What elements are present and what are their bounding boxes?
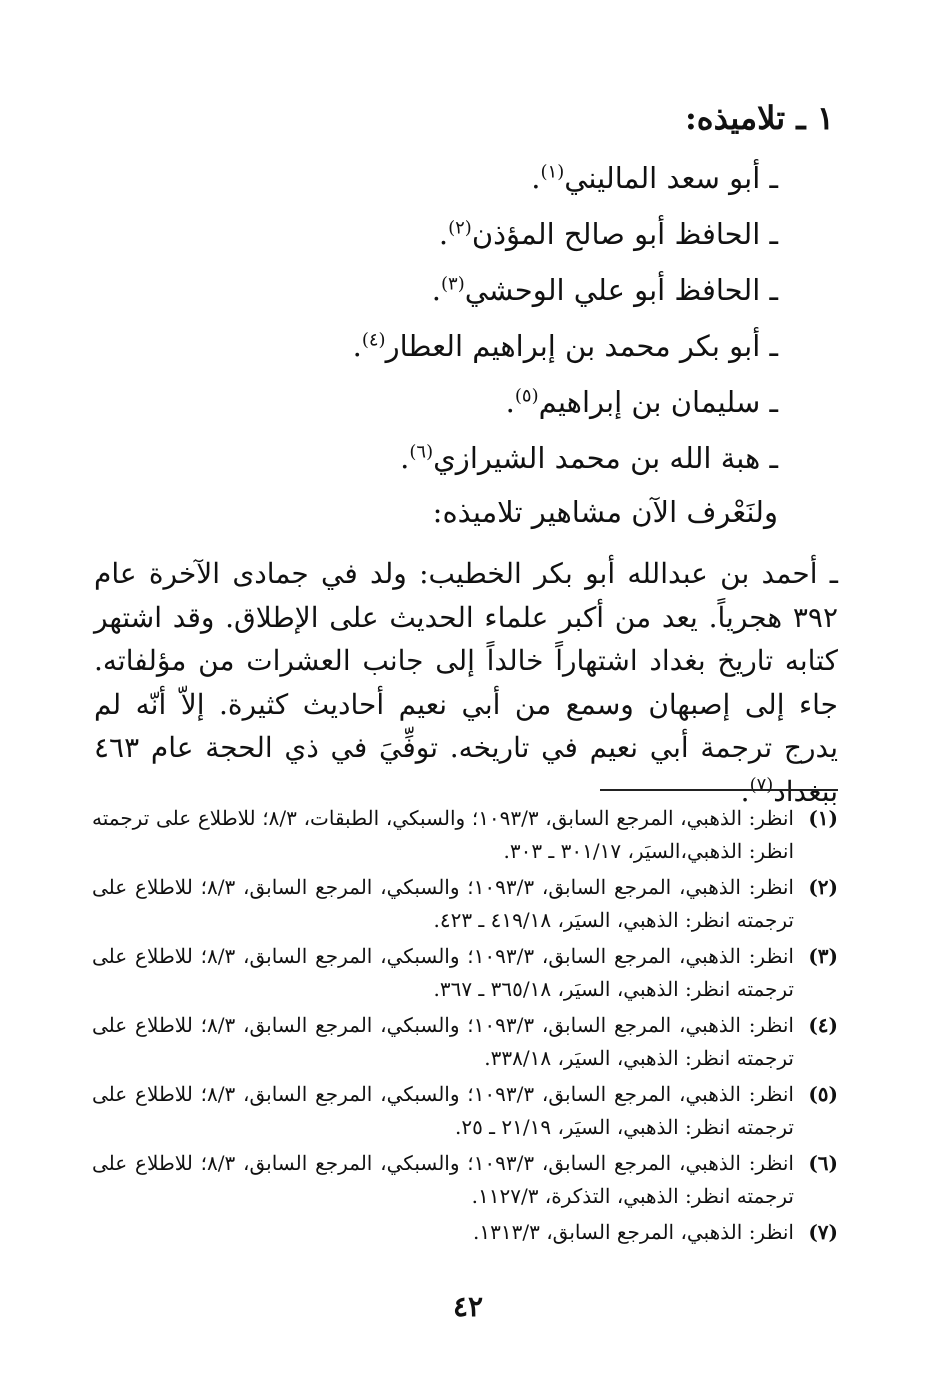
- period: .: [400, 441, 410, 475]
- student-name: ـ الحافظ أبو علي الوحشي: [464, 273, 778, 307]
- footnote-number: (٤): [808, 1013, 838, 1037]
- footnotes: [92, 802, 838, 1252]
- footnote-ref: (٣): [441, 273, 465, 295]
- footnote-text: انظر: الذهبي، المرجع السابق، ١٠٩٣/٣؛ والسبكي، الطبقات، ٨/٣؛ للاطلاع على ترجمته انظر: الذهبي،السيَر، ٣٠١/١٧ ـ ٣٠٣.: [92, 806, 794, 863]
- student-name: ـ أبو سعد الماليني: [564, 161, 778, 195]
- footnote: [92, 1009, 838, 1075]
- period: .: [438, 217, 449, 251]
- footnote-ref: (٦): [409, 441, 434, 463]
- student-item-2: [439, 212, 778, 256]
- footnote-number: (٧): [808, 1220, 838, 1244]
- student-item-5: [506, 380, 778, 424]
- period: .: [505, 385, 515, 419]
- footnote-text: انظر: الذهبي، المرجع السابق، ١٣١٣/٣.: [473, 1220, 794, 1244]
- footnote-text: انظر: الذهبي، المرجع السابق، ١٠٩٣/٣؛ والسبكي، المرجع السابق، ٨/٣؛ للاطلاع على ترجمته انظر: الذهبي، السيَر، ٣٦٥/١٨ ـ ٣٦٧.: [92, 944, 794, 1001]
- period: .: [352, 329, 362, 363]
- footnote-text: انظر: الذهبي، المرجع السابق، ١٠٩٣/٣؛ والسبكي، المرجع السابق، ٨/٣؛ للاطلاع على ترجمته انظر: الذهبي، السيَر، ٣٣٨/١٨.: [92, 1013, 794, 1070]
- page-number: ٤٢: [452, 1290, 484, 1323]
- footnote: [92, 871, 838, 937]
- section-heading: ١ ـ تلاميذه:: [684, 99, 834, 137]
- period: .: [531, 161, 541, 195]
- student-name: ـ هبة الله بن محمد الشيرازي: [433, 441, 778, 475]
- footnote-ref: (١): [540, 161, 565, 183]
- footnote-number: (٢): [808, 875, 838, 899]
- paragraph-text: ـ أحمد بن عبدالله أبو بكر الخطيب: ولد في جمادى الآخرة عام ٣٩٢ هجرياً. يعد من أكبر علماء الحديث على الإطلاق. وقد اشتهر كتابه تاريخ بغداد اشتهاراً خالداً إلى جانب العشرات من مؤلفاته. جاء إلى إصبهان وسمع من أبي نعيم أحاديث كثيرة. إلاّ أنّه لم يدرج ترجمة أبي نعيم في تاريخه. توفِّيَ في ذي الحجة عام ٤٦٣ ببغداد: [94, 557, 838, 808]
- period: .: [431, 273, 442, 307]
- student-name: ـ الحافظ أبو صالح المؤذن: [471, 217, 778, 251]
- footnote-number: (٦): [808, 1151, 838, 1175]
- student-item-6: [400, 436, 778, 480]
- footnote: [92, 802, 838, 868]
- footnote: [92, 1147, 838, 1213]
- footnote: [92, 1216, 838, 1249]
- footnote-number: (٣): [808, 944, 838, 968]
- footnote-ref: (٢): [448, 217, 472, 239]
- footnote-text: انظر: الذهبي، المرجع السابق، ١٠٩٣/٣؛ والسبكي، المرجع السابق، ٨/٣؛ للاطلاع على ترجمته انظر: الذهبي، التذكرة، ١١٢٧/٣.: [92, 1151, 794, 1208]
- footnote: [92, 1078, 838, 1144]
- biography-paragraph: [94, 552, 838, 813]
- student-item-4: [353, 324, 778, 368]
- footnote-ref: (٤): [361, 329, 386, 351]
- student-item-1: [531, 156, 778, 200]
- footnote-number: (٥): [808, 1082, 838, 1106]
- footnote-number: (١): [808, 806, 838, 830]
- intro-line: ولنَعْرف الآن مشاهير تلاميذه:: [432, 495, 778, 529]
- footnote: [92, 940, 838, 1006]
- footnote-text: انظر: الذهبي، المرجع السابق، ١٠٩٣/٣؛ والسبكي، المرجع السابق، ٨/٣؛ للاطلاع على ترجمته انظر: الذهبي، السيَر، ٢١/١٩ ـ ٢٥.: [92, 1082, 794, 1139]
- student-name: ـ سليمان بن إبراهيم: [538, 385, 778, 419]
- footnote-divider: [600, 789, 838, 791]
- footnote-ref: (٥): [514, 385, 539, 407]
- student-item-3: [432, 268, 778, 312]
- footnote-text: انظر: الذهبي، المرجع السابق، ١٠٩٣/٣؛ والسبكي، المرجع السابق، ٨/٣؛ للاطلاع على ترجمته انظر: الذهبي، السيَر، ٤١٩/١٨ ـ ٤٢٣.: [92, 875, 794, 932]
- footnote-ref: (٧): [749, 774, 774, 796]
- student-name: ـ أبو بكر محمد بن إبراهيم العطار: [385, 329, 778, 363]
- period: .: [740, 774, 750, 808]
